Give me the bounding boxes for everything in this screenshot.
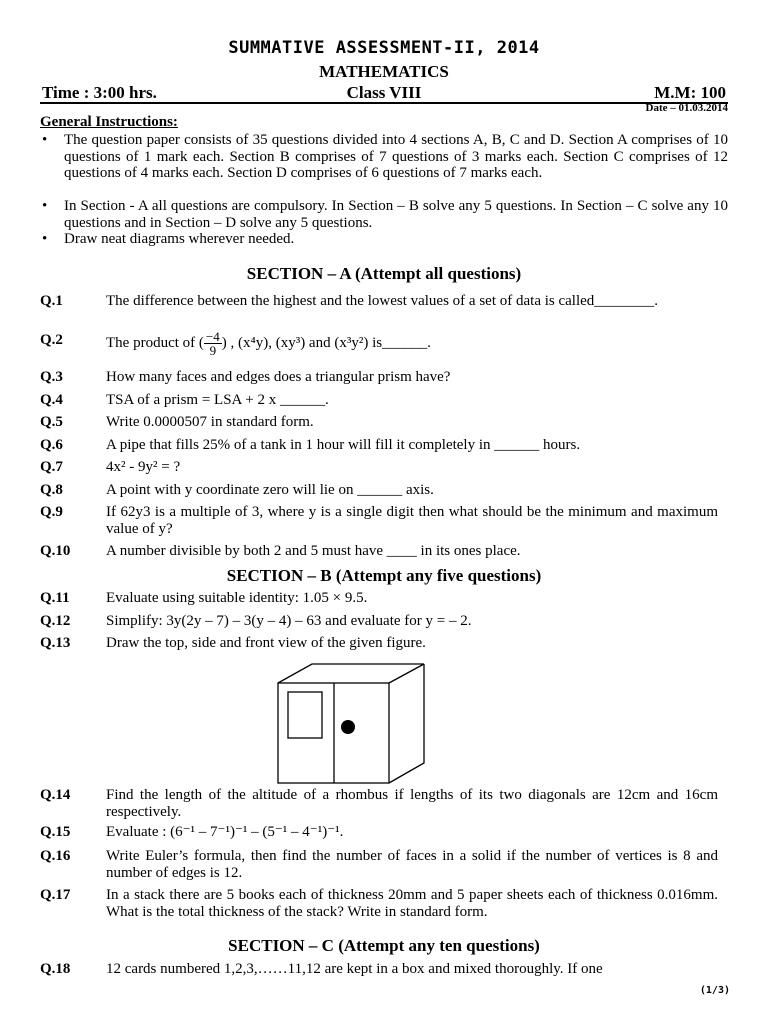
class-label: Class VIII (346, 83, 422, 102)
fraction-numerator: −4 (205, 329, 220, 344)
fraction (204, 330, 222, 357)
instruction-item: • The question paper consists of 35 questions divided into 4 sections A, B, C and D. Section A comprises of 10 questions of 1 mark each. Section B comprises of 7 questions of 3 marks each. Section C comprises of 12 questions of 4 marks each. Section D comprises of 6 questions of 7 marks each. (40, 132, 728, 198)
exam-date: Date – 01.03.2014 (645, 102, 728, 114)
question-number: Q.1 (40, 293, 63, 309)
question-number: Q.8 (40, 482, 63, 498)
question-number: Q.6 (40, 437, 63, 453)
question-number: Q.5 (40, 414, 63, 430)
question-text: 12 cards numbered 1,2,3,……11,12 are kept in a box and mixed thoroughly. If one (106, 961, 603, 977)
question-text: Evaluate : (6⁻¹ – 7⁻¹)⁻¹ – (5⁻¹ – 4⁻¹)⁻¹. (106, 824, 344, 840)
q2-prefix: The product of ( (106, 334, 204, 351)
top-face (278, 664, 424, 683)
question-text: A pipe that fills 25% of a tank in 1 hour will fill it completely in ______ hours. (106, 437, 581, 453)
question-number: Q.12 (40, 613, 71, 629)
max-marks: M.M: 100 (654, 83, 726, 102)
question-text: The difference between the highest and the lowest values of a set of data is called________. (106, 293, 659, 309)
question-number: Q.10 (40, 543, 71, 559)
exam-title: SUMMATIVE ASSESSMENT-II, 2014 (228, 38, 540, 58)
question-text: A point with y coordinate zero will lie on ______ axis. (106, 482, 434, 498)
question-text: 4x² - 9y² = ? (106, 459, 181, 475)
question-number: Q.18 (40, 961, 71, 977)
header-divider (40, 102, 728, 104)
question-number: Q.2 (40, 332, 63, 348)
question-number: Q.13 (40, 635, 71, 651)
question-number: Q.3 (40, 369, 63, 385)
question-number: Q.14 (40, 787, 71, 803)
question-number: Q.17 (40, 887, 71, 903)
section-b-heading: SECTION – B (Attempt any five questions) (226, 566, 542, 585)
question-text (106, 330, 718, 357)
q2-suffix: ) , (x⁴y), (xy³) and (x³y²) is______. (221, 334, 431, 351)
instructions-title: General Instructions: (40, 114, 178, 130)
question-number: Q.7 (40, 459, 63, 475)
question-text: Write 0.0000507 in standard form. (106, 414, 314, 430)
instructions-list (40, 132, 728, 248)
section-c-heading: SECTION – C (Attempt any ten questions) (228, 936, 540, 955)
cuboid-figure (276, 663, 446, 785)
time-label: Time : 3:00 hrs. (42, 83, 157, 102)
question-number: Q.11 (40, 590, 70, 606)
question-text: A number divisible by both 2 and 5 must have ____ in its ones place. (106, 543, 521, 559)
question-text: Draw the top, side and front view of the given figure. (106, 635, 426, 651)
side-face (389, 664, 424, 783)
question-number: Q.16 (40, 848, 71, 864)
question-number: Q.15 (40, 824, 71, 840)
subject-title: MATHEMATICS (319, 62, 449, 81)
question-text: If 62y3 is a multiple of 3, where y is a single digit then what should be the minimum and maximum value of y? (106, 504, 718, 537)
question-text: Write Euler’s formula, then find the number of faces in a solid if the number of vertices is 8 and number of edges is 12. (106, 848, 718, 881)
fraction-denominator: 9 (209, 343, 217, 358)
instruction-item: • Draw neat diagrams wherever needed. (40, 231, 728, 248)
question-text: Find the length of the altitude of a rhombus if lengths of its two diagonals are 12cm and 16cm respectively. (106, 787, 718, 820)
section-a-heading: SECTION – A (Attempt all questions) (246, 264, 522, 283)
question-text: In a stack there are 5 books each of thickness 20mm and 5 paper sheets each of thickness 0.016mm. What is the total thickness of the stack? Write in standard form. (106, 887, 718, 920)
question-text: Evaluate using suitable identity: 1.05 × 9.5. (106, 590, 368, 606)
question-text: How many faces and edges does a triangular prism have? (106, 369, 451, 385)
question-text: TSA of a prism = LSA + 2 x ______. (106, 392, 329, 408)
door-knob (341, 720, 355, 734)
page-number: (1/3) (699, 985, 730, 996)
instruction-item: • In Section - A all questions are compulsory. In Section – B solve any 5 questions. In Section – C solve any 10 questions and in Section – D solve any 5 questions. (40, 198, 728, 231)
question-text: Simplify: 3y(2y – 7) – 3(y – 4) – 63 and evaluate for y = – 2. (106, 613, 472, 629)
question-number: Q.4 (40, 392, 63, 408)
question-number: Q.9 (40, 504, 63, 520)
window (288, 692, 322, 738)
